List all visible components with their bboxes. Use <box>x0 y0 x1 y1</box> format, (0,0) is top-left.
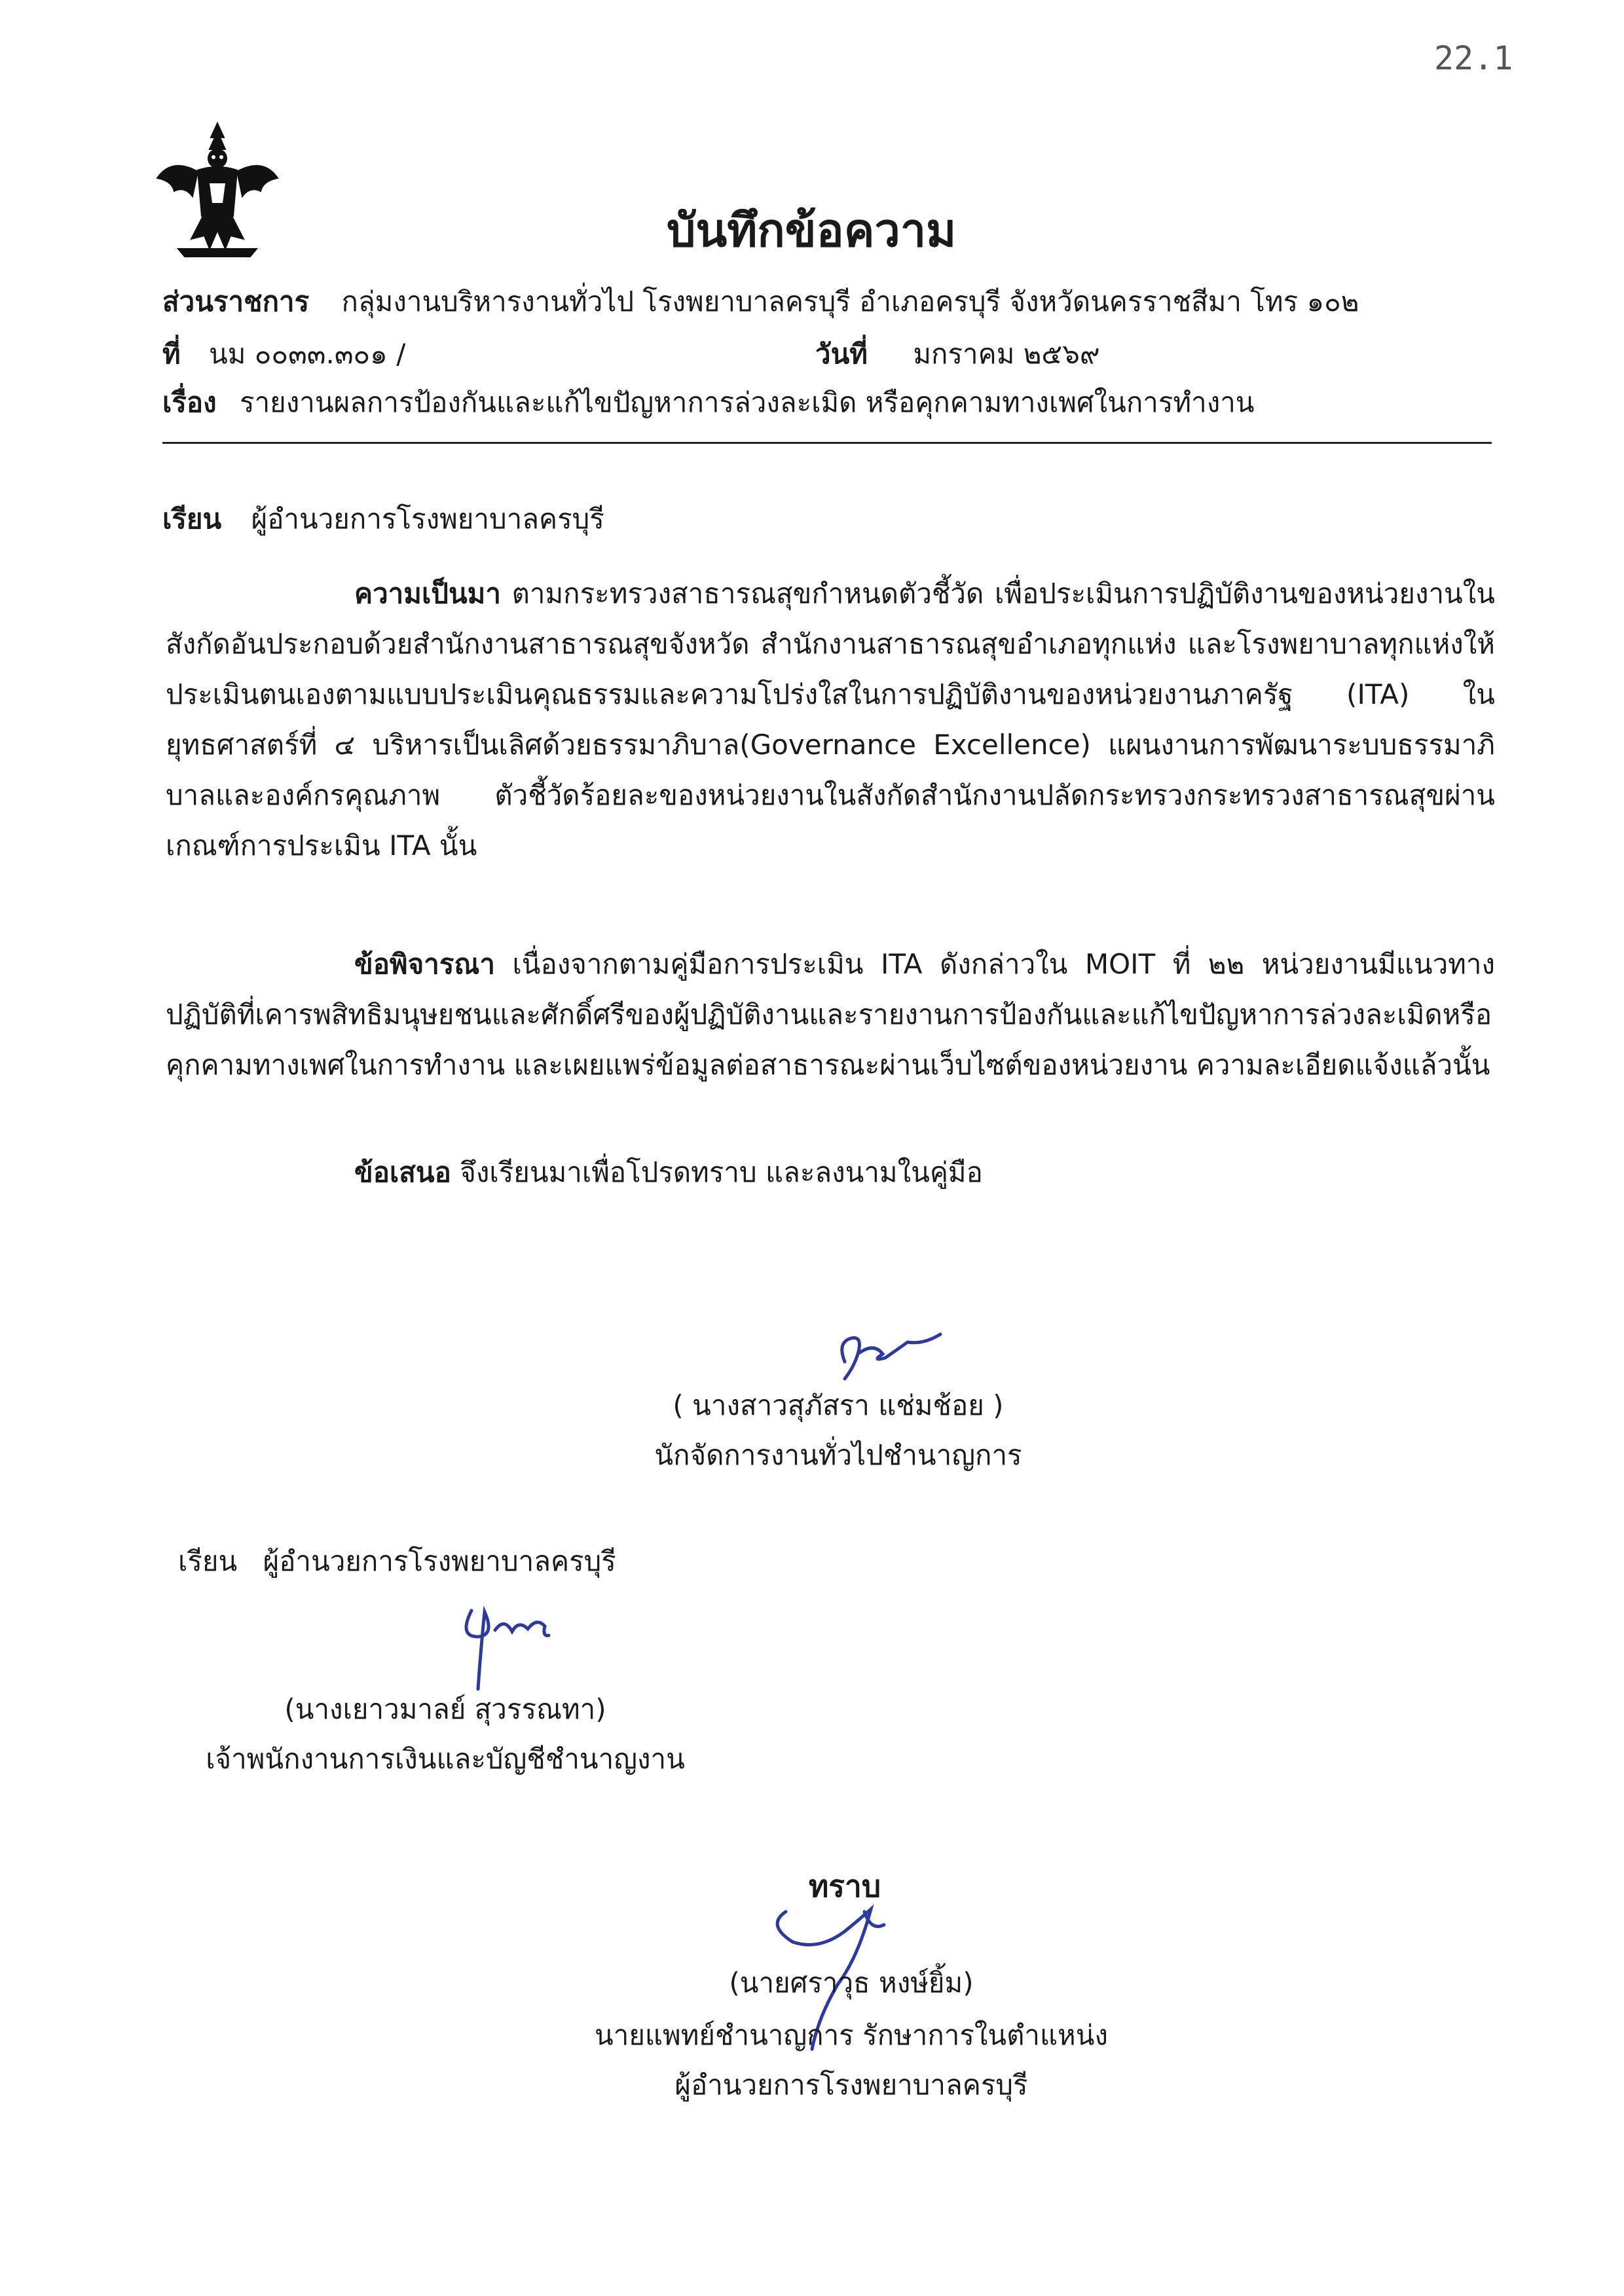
reference-row <box>162 335 405 373</box>
proposal-paragraph <box>166 1147 1495 1197</box>
acknowledger-position-line-1: นายแพทย์ชำนาญการ รักษาการในตำแหน่ง <box>595 2019 1108 2051</box>
subject-label: เรื่อง <box>162 386 217 418</box>
background-text: ตามกระทรวงสาธารณสุขกำหนดตัวชี้วัด เพื่อประเมินการปฏิบัติงานของหน่วยงานในสังกัดอันประกอบด้วยสำนักงานสาธารณสุขจังหวัด สำนักงานสาธารณสุขอำเภอทุกแห่ง และโรงพยาบาลทุกแห่งให้ประเมินตนเองตามแบบประเมินคุณธรรมและความโปร่งใสในการปฏิบัติงานของหน่วยงานภาครัฐ (ITA) ในยุทธศาสตร์ที่ ๔ บริหารเป็นเลิศด้วยธรรมาภิบาล(Governance Excellence) แผนงานการพัฒนาระบบธรรมาภิบาลและองค์กรคุณภาพ ตัวชี้วัดร้อยละของหน่วยงานในสังกัดสำนักงานปลัดกระทรวงกระทรวงสาธารณสุขผ่านเกณฑ์การประเมิน ITA นั้น <box>166 577 1495 862</box>
endorsement-value: ผู้อำนวยการโรงพยาบาลครบุรี <box>263 1545 616 1577</box>
signature-2-icon <box>432 1597 576 1696</box>
endorsement-label: เรียน <box>178 1545 238 1577</box>
subject-row <box>162 384 1255 422</box>
signer-1-name: ( นางสาวสุภัสรา แช่มช้อย ) <box>673 1389 1004 1421</box>
reference-label: ที่ <box>162 338 181 370</box>
page-number: 22.1 <box>1434 39 1513 77</box>
date-label: วันที่ <box>815 338 868 370</box>
salutation-label: เรียน <box>162 503 222 535</box>
endorsement-row <box>178 1542 616 1580</box>
agency-value: กลุ่มงานบริหารงานทั่วไป โรงพยาบาลครบุรี อำเภอครบุรี จังหวัดนครราชสีมา โทร ๑๐๒ <box>341 285 1359 318</box>
background-label: ความเป็นมา <box>354 577 501 610</box>
consideration-paragraph <box>166 939 1495 1090</box>
acknowledger-name: (นายศราวุธ หงษ์ยิ้ม) <box>729 1967 974 1999</box>
salutation-row <box>162 500 604 538</box>
endorser-position: เจ้าพนักงานการเงินและบัญชีชำนาญงาน <box>206 1743 685 1775</box>
agency-row <box>162 283 1359 321</box>
reference-value: นม ๐๐๓๓.๓๐๑ / <box>209 338 406 370</box>
garuda-emblem-icon <box>152 118 283 262</box>
document-title: บันทึกข้อความ <box>667 204 957 257</box>
acknowledger-position-line-2: ผู้อำนวยการโรงพยาบาลครบุรี <box>674 2069 1028 2101</box>
date-value: มกราคม ๒๕๖๙ <box>913 338 1100 370</box>
background-paragraph <box>166 568 1495 871</box>
date-row <box>815 335 1100 373</box>
header-divider <box>162 442 1492 444</box>
signer-1-position: นักจัดการงานทั่วไปชำนาญการ <box>654 1439 1022 1471</box>
proposal-label: ข้อเสนอ <box>354 1156 451 1188</box>
consideration-text: เนื่องจากตามคู่มือการประเมิน ITA ดังกล่าวใน MOIT ที่ ๒๒ หน่วยงานมีแนวทางปฏิบัติที่เคารพสิทธิมนุษยชนและศักดิ์ศรีของผู้ปฏิบัติงานและรายงานการป้องกันและแก้ไขปัญหาการล่วงละเมิดหรือคุกคามทางเพศในการทำงาน และเผยแพร่ข้อมูลต่อสาธารณะผ่านเว็บไซต์ของหน่วยงาน ความละเอียดแจ้งแล้วนั้น <box>166 948 1495 1081</box>
consideration-label: ข้อพิจารณา <box>354 948 495 980</box>
proposal-text: จึงเรียนมาเพื่อโปรดทราบ และลงนามในคู่มือ <box>460 1156 983 1188</box>
endorser-name: (นางเยาวมาลย์ สุวรรณทา) <box>284 1693 606 1725</box>
agency-label: ส่วนราชการ <box>162 285 310 318</box>
subject-value: รายงานผลการป้องกันและแก้ไขปัญหาการล่วงละเมิด หรือคุกคามทางเพศในการทำงาน <box>240 386 1255 418</box>
acknowledge-label: ทราบ <box>808 1868 881 1904</box>
salutation-value: ผู้อำนวยการโรงพยาบาลครบุรี <box>251 503 604 535</box>
signature-1-icon <box>825 1316 950 1388</box>
